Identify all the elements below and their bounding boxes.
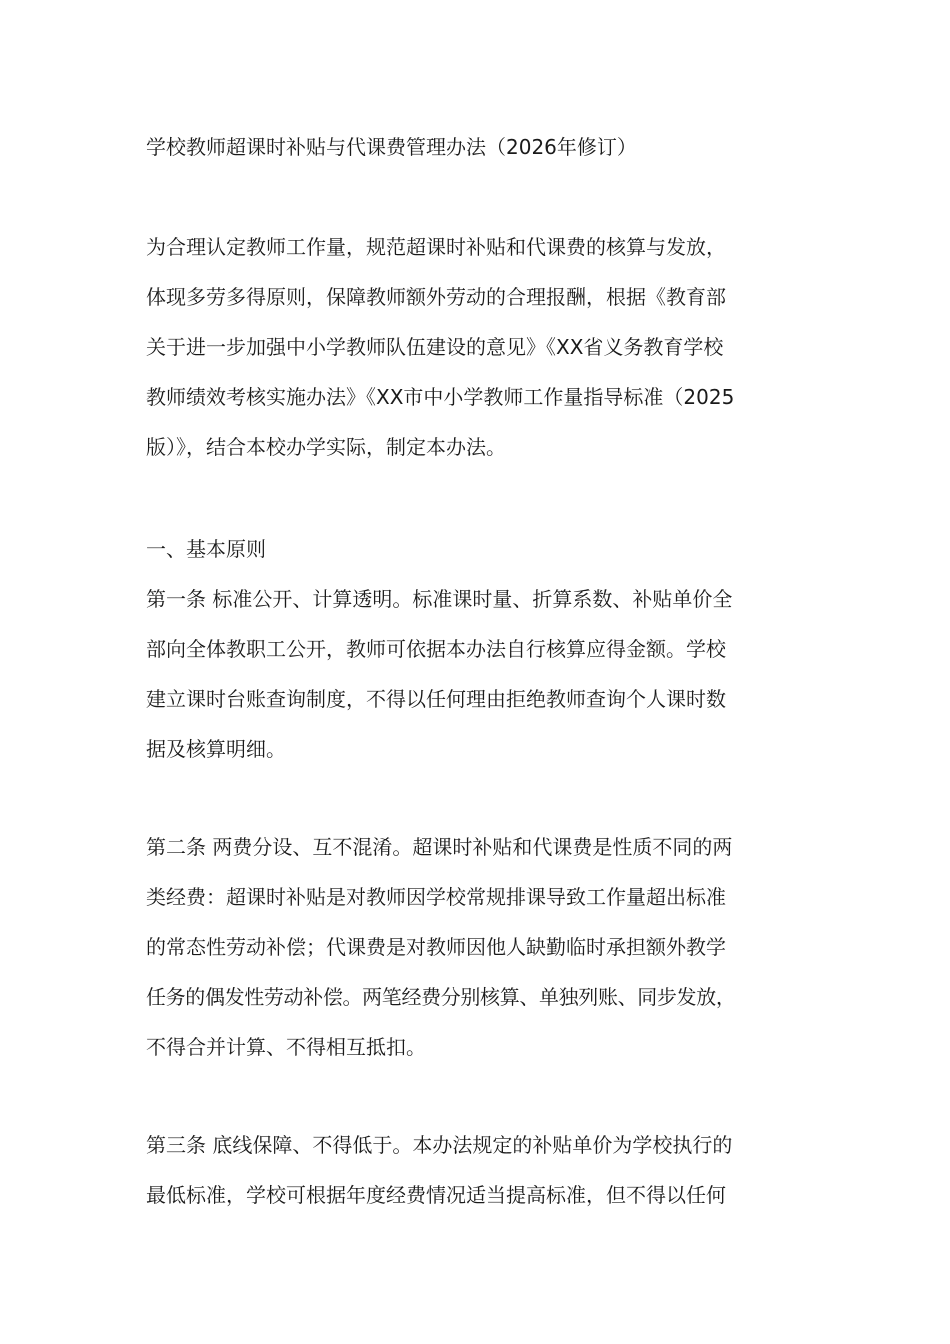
document-title: 学校教师超课时补贴与代课费管理办法（2026年修订） [146, 135, 637, 159]
paragraph-line: 版）》，结合本校办学实际，制定本办法。 [146, 435, 506, 459]
paragraph-line: 建立课时台账查询制度，不得以任何理由拒绝教师查询个人课时数 [146, 687, 726, 711]
article-3 [146, 1120, 836, 1220]
paragraph-line: 第二条 两费分设、互不混淆。超课时补贴和代课费是性质不同的两 [146, 835, 733, 859]
article-2 [146, 822, 836, 1072]
section-heading: 一、基本原则 [146, 537, 266, 561]
paragraph-line: 为合理认定教师工作量，规范超课时补贴和代课费的核算与发放， [146, 235, 726, 259]
section-1 [146, 524, 836, 774]
paragraph-line: 教师绩效考核实施办法》《XX市中小学教师工作量指导标准（2025 [146, 385, 735, 409]
paragraph-line: 的常态性劳动补偿；代课费是对教师因他人缺勤临时承担额外教学 [146, 935, 726, 959]
paragraph-line: 任务的偶发性劳动补偿。两笔经费分别核算、单独列账、同步发放， [146, 985, 736, 1009]
paragraph-line: 类经费：超课时补贴是对教师因学校常规排课导致工作量超出标准 [146, 885, 726, 909]
paragraph-line: 最低标准，学校可根据年度经费情况适当提高标准，但不得以任何 [146, 1183, 726, 1207]
paragraph-line: 体现多劳多得原则，保障教师额外劳动的合理报酬，根据《教育部 [146, 285, 726, 309]
paragraph-line: 据及核算明细。 [146, 737, 286, 761]
paragraph-line: 关于进一步加强中小学教师队伍建设的意见》《XX省义务教育学校 [146, 335, 724, 359]
paragraph-line: 不得合并计算、不得相互抵扣。 [146, 1035, 426, 1059]
paragraph-line: 部向全体教职工公开，教师可依据本办法自行核算应得金额。学校 [146, 637, 726, 661]
intro-paragraph [146, 222, 836, 472]
paragraph-line: 第一条 标准公开、计算透明。标准课时量、折算系数、补贴单价全 [146, 587, 733, 611]
paragraph-line: 第三条 底线保障、不得低于。本办法规定的补贴单价为学校执行的 [146, 1133, 733, 1157]
